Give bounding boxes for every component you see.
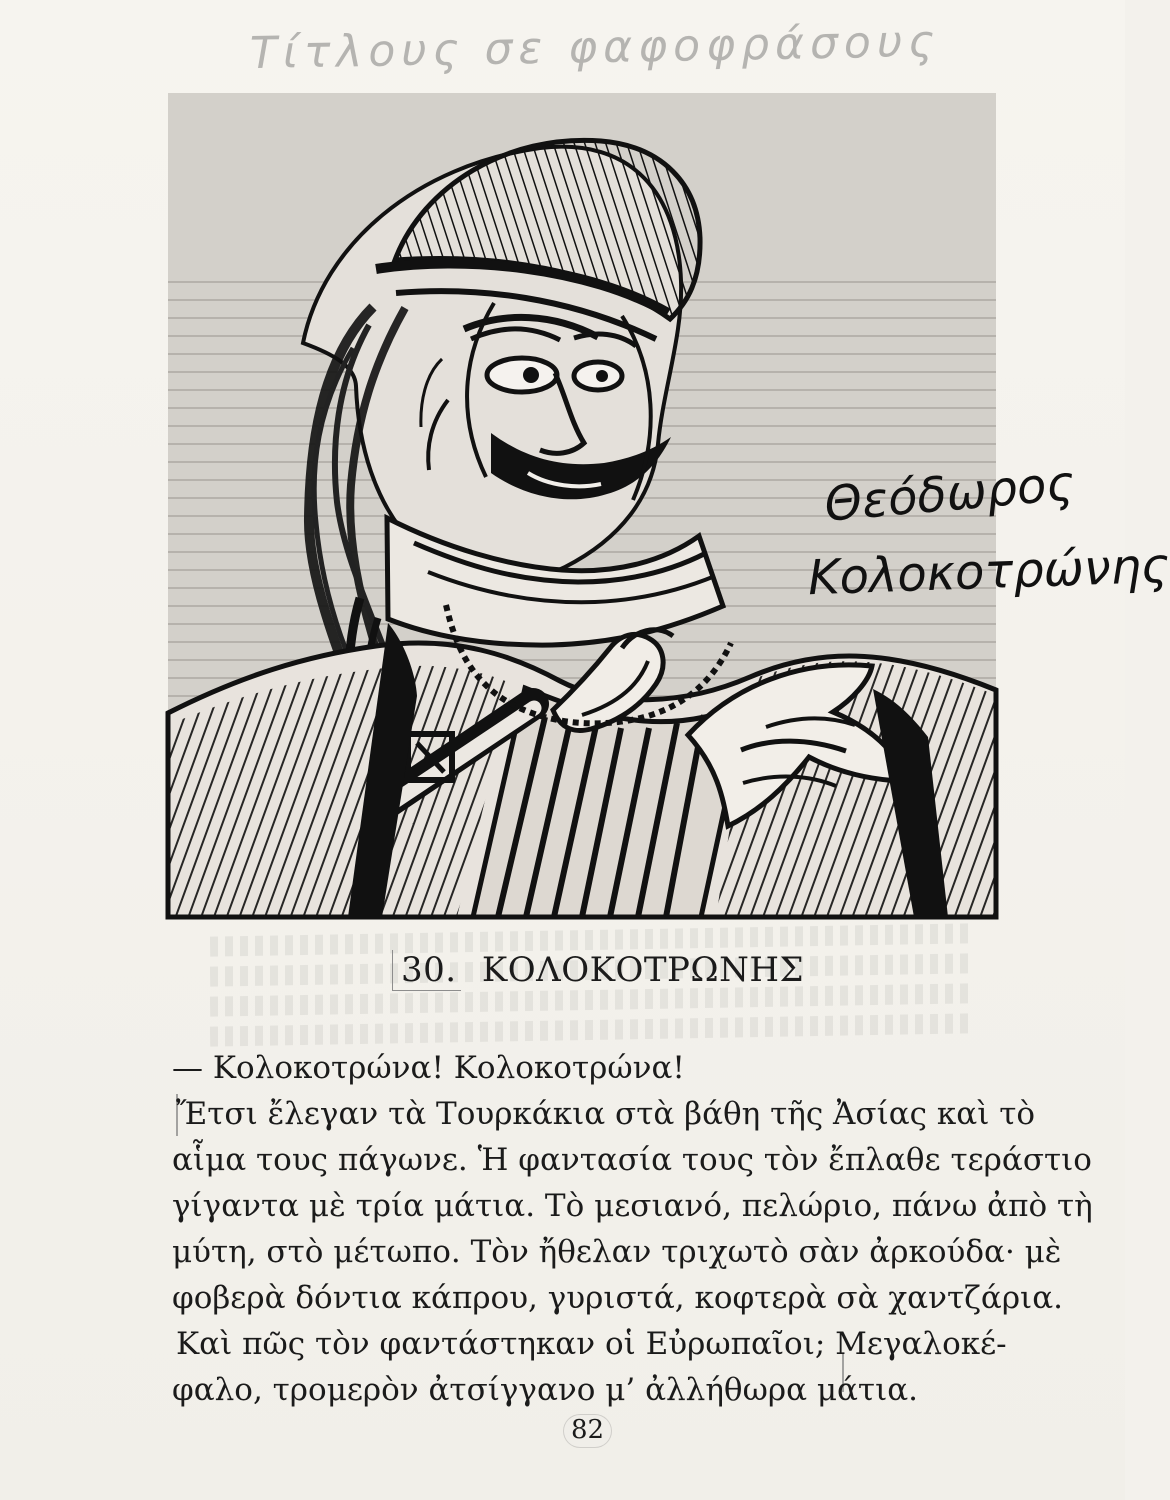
chapter-title: ΚΟΛΟΚΟΤΡΩΝΗΣ <box>481 950 805 990</box>
signature-line-2: Κολοκοτρώνης <box>807 537 1170 607</box>
chapter-number: 30. <box>392 950 461 991</box>
body-line: φοβερὰ δόντια κάπρου, γυριστά, κοφτερὰ σὰ χαντζάρια. <box>172 1280 1063 1316</box>
body-line: Ἔτσι ἔλεγαν τὰ Τουρκάκια στὰ βάθη τῆς Ἀσίας καὶ τὸ <box>176 1096 1036 1132</box>
body-line: γίγαντα μὲ τρία μάτια. Τὸ μεσιανό, πελώριο, πάνω ἀπὸ τὴ <box>172 1188 1093 1224</box>
body-line: — Κολοκοτρώνα! Κολοκοτρώνα! <box>172 1050 685 1086</box>
signature-line-1: Θεόδωρος <box>822 455 1077 533</box>
body-line: μύτη, στὸ μέτωπο. Τὸν ἤθελαν τριχωτὸ σὰν ἀρκούδα· μὲ <box>172 1234 1062 1270</box>
portrait-illustration <box>168 93 1170 917</box>
body-line: φαλο, τρομερὸν ἀτσίγγανο μ’ ἀλλήθωρα μάτια. <box>172 1372 919 1408</box>
portrait-svg <box>168 93 996 917</box>
body-text <box>172 1045 1093 1413</box>
page-number: 82 <box>563 1414 612 1448</box>
handwritten-note: Τίτλους σε φαφοφράσους <box>249 16 941 80</box>
body-line: αἷμα τους πάγωνε. Ἡ φαντασία τους τὸν ἔπλαθε τεράστιο <box>172 1142 1092 1178</box>
chapter-heading <box>392 950 812 991</box>
body-line: Καὶ πῶς τὸν φαντάστηκαν οἱ Εὐρωπαῖοι; Μεγαλοκέ- <box>176 1326 1007 1362</box>
